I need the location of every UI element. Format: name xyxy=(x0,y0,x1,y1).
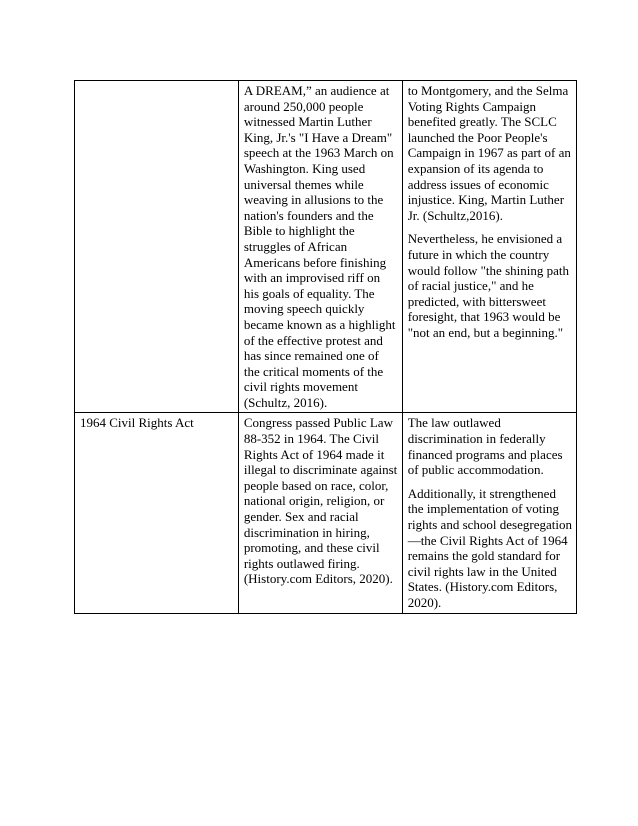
impact-paragraph: Nevertheless, he envisioned a future in which the country would follow "the shining path of racial justice," and he predicted, with bittersweet foresight, that 1963 would be "not an end, but a beginning." xyxy=(407,231,569,340)
impact-cell xyxy=(402,81,576,413)
event-name: 1964 Civil Rights Act xyxy=(80,415,194,431)
description-paragraph: Congress passed Public Law 88-352 in 1964. The Civil Rights Act of 1964 made it illegal to discriminate against people based on race, color, national origin, religion, or gender. Sex and racial discrimination in hiring, promoting, and these civil rights outlawed firing. (History.com Editors, 2020). xyxy=(243,415,398,587)
impact-paragraph: The law outlawed discrimination in federally financed programs and places of public accommodation. xyxy=(407,415,563,478)
impact-cell xyxy=(402,413,576,613)
event-cell xyxy=(75,81,239,413)
table-row xyxy=(75,81,577,413)
description-paragraph: A DREAM,” an audience at around 250,000 people witnessed Martin Luther King, Jr.'s "I Have a Dream" speech at the 1963 March on Washington. King used universal themes while weaving in allusions to the nation's founders and the Bible to highlight the struggles of African Americans before finishing with an improvised riff on his goals of equality. The moving speech quickly became known as a highlight of the effective protest and has since remained one of the critical moments of the civil rights movement (Schultz, 2016). xyxy=(243,83,396,410)
impact-paragraph: Additionally, it strengthened the implementation of voting rights and school desegregation—the Civil Rights Act of 1964 remains the gold standard for civil rights law in the United States. (History.com Editors, 2020). xyxy=(407,485,572,610)
events-table xyxy=(74,80,577,614)
description-cell xyxy=(238,413,402,613)
impact-paragraph: to Montgomery, and the Selma Voting Rights Campaign benefited greatly. The SCLC launched the Poor People's Campaign in 1967 as part of an expansion of its agenda to address issues of economic injustice. King, Martin Luther Jr. (Schultz,2016). xyxy=(407,83,571,223)
table-row xyxy=(75,413,577,613)
event-cell xyxy=(75,413,239,613)
description-cell xyxy=(238,81,402,413)
